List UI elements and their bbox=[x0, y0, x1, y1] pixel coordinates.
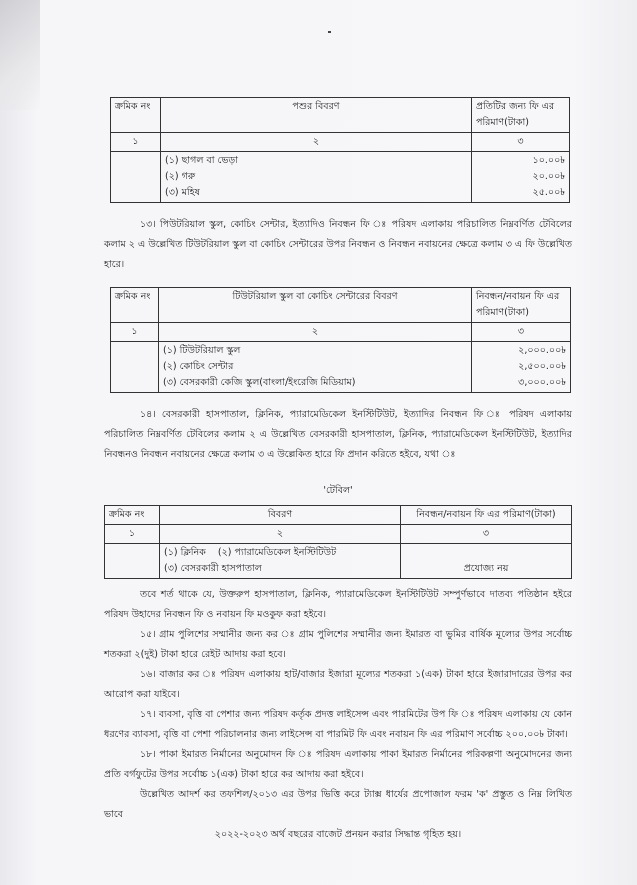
header-fee: প্রতিটির জন্য ফি এর পরিমাণ(টাকা) bbox=[472, 98, 570, 133]
hospital-fee-table bbox=[104, 505, 572, 579]
header-description: টিউটরিয়াল স্কুল বা কোচিং সেন্টারের বিবরণ bbox=[159, 288, 472, 323]
item: (২) কোচিং সেন্টার bbox=[163, 361, 234, 372]
value: ১০.০০৳ bbox=[532, 155, 565, 166]
paragraph-13: ১৩। পিউটরিয়াল স্কুল, কোচিং সেন্টার, ইত্যাদিও নিবন্ধন ফি ঃ পরিষদ এলাকায় পরিচালিত নিম্নবর্ণিত টেবিলের কলাম ২ এ উল্লেখিত টিউটরিয়াল স্কুল বা কোচিং সেন্টারের উপর নিবন্ধন ও নিবন্ধন নবায়নের ক্ষেত্রে কলাম ৩ এ ফি উল্লেখিত হারে। bbox=[104, 219, 572, 270]
col-number: ২ bbox=[159, 323, 472, 342]
header-serial: ক্রমিক নং bbox=[111, 288, 159, 323]
col-number: ১ bbox=[111, 133, 161, 152]
table-caption: 'টেবিল' bbox=[323, 485, 353, 496]
col-number: ২ bbox=[161, 133, 472, 152]
paragraph-17: ১৭। ব্যবসা, বৃত্তি বা পেশার জন্য পরিষদ কর্তৃক প্রদত্ত লাইসেন্স এবং পারমিটের উপ ফি ঃ পরিষদ এলাকায় যে কোন ধরণের ব্যাবসা, বৃত্তি বা পেশা পরিচালনার জন্য লাইসেন্স বা পারমিট ফি এবং নবায়ন ফি এর পরিমাণ সর্বোচ্চ ২০০.০০৳ টাকা। bbox=[104, 709, 572, 740]
value: ২৫.০০৳ bbox=[532, 187, 565, 198]
col-number: ৩ bbox=[472, 133, 570, 152]
closing-line-1: উল্লেখিত আদর্শ কর তফশিল/২০১৩ এর উপর ভিত্তি করে ট্যাক্স ধার্যের প্রপোজাল ফরম 'ক' প্রস্তুত ও নিম্ন লিখিত ভাবে bbox=[104, 789, 572, 820]
item: (৩) মহিষ bbox=[165, 187, 200, 198]
value: ২,০০০.০০৳ bbox=[518, 345, 566, 356]
col-number: ৩ bbox=[401, 525, 572, 544]
paragraph-15: ১৫। গ্রাম পুলিশের সম্মানীর জন্য কর ঃ গ্রাম পুলিশের সম্মানীর জন্য ইমারত বা ভুমির বার্ষিক মূল্যের উপর সর্বোচ্চ শতকরা ২(দুই) টাকা হারে রেইট আদায় করা হবে। bbox=[104, 629, 572, 660]
closing-line-2: ২০২২-২০২৩ অর্থ বছরের বাজেট প্রনয়ন করার সিদ্ধান্ত গৃহিত হয়। bbox=[214, 829, 462, 840]
header-serial: ক্রমিক নং bbox=[111, 98, 161, 133]
header-description: পশুর বিবরণ bbox=[161, 98, 472, 133]
document-body bbox=[104, 0, 572, 885]
empty-cell bbox=[105, 544, 160, 579]
empty-cell bbox=[111, 342, 159, 393]
item: (১) ছাগল বা ভেড়া bbox=[165, 155, 238, 166]
item: (২) প্যারামেডিকেল ইনস্টিটিউট bbox=[217, 547, 337, 558]
paragraph-18: ১৮। পাকা ইমারত নির্মানের অনুমোদন ফি ঃ পরিষদ এলাকায় পাকা ইমারত নির্মানের পরিকল্পণা অনুমোদনের জন্য প্রতি বর্গফুটের উপর সর্বোচ্চ ১(এক) টাকা হারে কর আদায় করা হইবে। bbox=[104, 749, 572, 780]
header-serial: ক্রমিক নং bbox=[105, 506, 160, 525]
paragraph-16: ১৬। বাজার কর ঃ পরিষদ এলাকায় হাট/বাজার ইজারা মূল্যের শতকরা ১(এক) টাকা হারে ইজারাদারের উপর কর আরোপ করা যাইবে। bbox=[104, 669, 572, 700]
item: (৩) বেসরকারী কেজি স্কুল(বাংলা/ইংরেজি মিডিয়াম) bbox=[163, 377, 356, 388]
item: (২) গরু bbox=[165, 171, 196, 182]
col-number: ৩ bbox=[472, 323, 571, 342]
item: (১) ক্লিনিক bbox=[164, 547, 206, 558]
empty-cell bbox=[111, 152, 161, 203]
item-list bbox=[161, 152, 472, 203]
value-list bbox=[472, 342, 571, 393]
page-fold-shadow bbox=[0, 0, 40, 110]
item: (১) টিউটরিয়াল স্কুল bbox=[163, 345, 241, 356]
item: (৩) বেসরকারী হাসপাতাল bbox=[164, 563, 262, 574]
value: ২০.০০৳ bbox=[532, 171, 565, 182]
livestock-fee-table bbox=[110, 97, 570, 203]
value-list bbox=[472, 152, 570, 203]
value: ২,৫০০.০০৳ bbox=[518, 361, 566, 372]
tutorial-fee-table bbox=[110, 287, 571, 393]
header-fee: নিবন্ধন/নবায়ন ফি এর পরিমাণ(টাকা) bbox=[472, 288, 571, 323]
item-list bbox=[159, 342, 472, 393]
header-fee: নিবন্ধন/নবায়ন ফি এর পরিমাণ(টাকা) bbox=[401, 506, 572, 525]
proviso-paragraph: তবে শর্ত থাকে যে, উক্তরুপ হাসপাতাল, ক্লিনিক, প্যারামেডিকেল ইনস্টিটিউট সম্পুর্ণভাবে দাতব্য পতিষ্ঠান হইরে পরিষদ উহাদের নিবন্ধন ফি ও নবায়ন ফি মওকুফ করা হইবে। bbox=[104, 589, 572, 620]
paragraph-14: ১৪। বেসরকারী হাসপাতাল, ক্লিনিক, প্যারামেডিকেল ইনস্টিটিউট, ইত্যাদির নিবন্ধন ফি ঃ পরিষদ এলাকায় পরিচালিত নিম্নবর্ণিত টেবিলের কলাম ২ এ উল্লেখিত বেসরকারী হাসপাতাল, ক্লিনিক, প্যারামেডিকেল ইনস্টিটিউট, ইত্যাদির নিবন্ধনও নিবন্ধন নবায়নের ক্ষেত্রে কলাম ৩ এ উল্লেকিত হারে ফি প্রদান করিতে হইবে, যথা ঃ bbox=[104, 409, 572, 460]
header-description: বিবরণ bbox=[160, 506, 401, 525]
col-number: ২ bbox=[160, 525, 401, 544]
value: ৩,০০০.০০৳ bbox=[518, 377, 566, 388]
item-list bbox=[160, 544, 401, 579]
value: প্রযোজ্য নয় bbox=[401, 544, 572, 579]
col-number: ১ bbox=[111, 323, 159, 342]
col-number: ১ bbox=[105, 525, 160, 544]
